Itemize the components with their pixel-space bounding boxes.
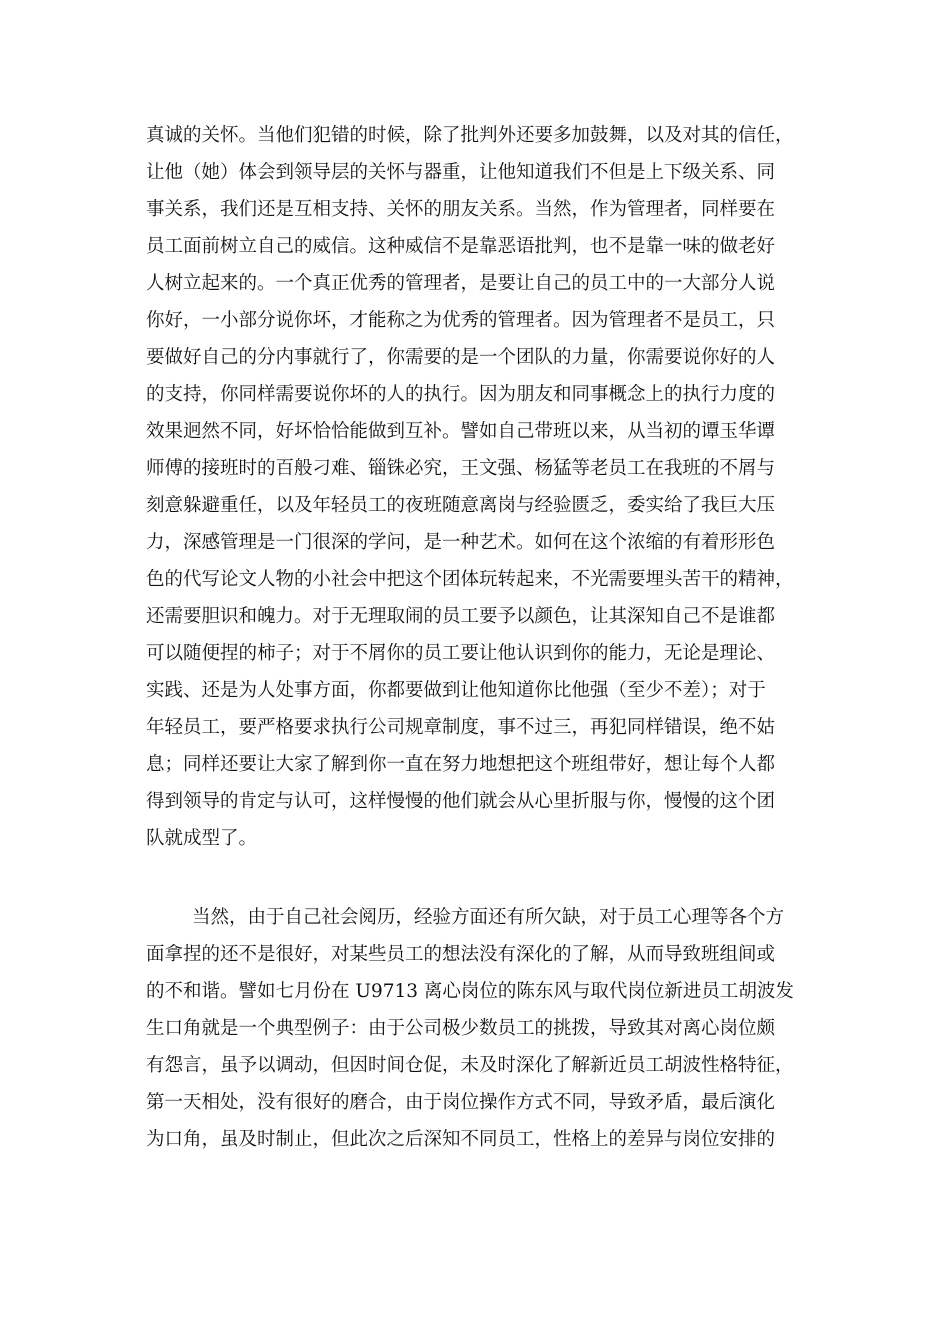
paragraph-line: 让他（她）体会到领导层的关怀与器重，让他知道我们不但是上下级关系、同 (146, 162, 776, 183)
paragraph-line: 面拿捏的还不是很好，对某些员工的想法没有深化的了解，从而导致班组间或 (146, 944, 776, 965)
paragraph-2 (146, 899, 806, 1158)
paragraph-line: 实践、还是为人处事方面，你都要做到让他知道你比他强（至少不差）；对于 (146, 680, 766, 701)
paragraph-line: 员工面前树立自己的威信。这种威信不是靠恶语批判，也不是靠一味的做老好 (146, 236, 776, 257)
paragraph-line: 有怨言，虽予以调动，但因时间仓促，未及时深化了解新近员工胡波性格特征， (146, 1055, 794, 1076)
paragraph-line: 当然，由于自己社会阅历，经验方面还有所欠缺，对于员工心理等各个方 (192, 907, 785, 928)
paragraph-line: 的不和谐。譬如七月份在 U9713 离心岗位的陈东风与取代岗位新进员工胡波发 (146, 981, 794, 1002)
paragraph-line: 要做好自己的分内事就行了，你需要的是一个团队的力量，你需要说你好的人 (146, 347, 776, 368)
paragraph-1 (146, 117, 806, 857)
paragraph-line: 真诚的关怀。当他们犯错的时候，除了批判外还要多加鼓舞，以及对其的信任， (146, 125, 794, 146)
paragraph-line: 色的代写论文人物的小社会中把这个团体玩转起来，不光需要埋头苦干的精神， (146, 569, 794, 590)
paragraph-line: 为口角，虽及时制止，但此次之后深知不同员工，性格上的差异与岗位安排的 (146, 1129, 776, 1150)
paragraph-line: 得到领导的肯定与认可，这样慢慢的他们就会从心里折服与你，慢慢的这个团 (146, 791, 776, 812)
paragraph-line: 你好，一小部分说你坏，才能称之为优秀的管理者。因为管理者不是员工，只 (146, 310, 776, 331)
paragraph-line: 队就成型了。 (146, 828, 258, 849)
paragraph-line: 人树立起来的。一个真正优秀的管理者，是要让自己的员工中的一大部分人说 (146, 273, 776, 294)
paragraph-line: 第一天相处，没有很好的磨合，由于岗位操作方式不同，导致矛盾，最后演化 (146, 1092, 776, 1113)
paragraph-line: 事关系，我们还是互相支持、关怀的朋友关系。当然，作为管理者，同样要在 (146, 199, 776, 220)
paragraph-line: 还需要胆识和魄力。对于无理取闹的员工要予以颜色，让其深知自己不是谁都 (146, 606, 776, 627)
paragraph-line: 力，深感管理是一门很深的学问，是一种艺术。如何在这个浓缩的有着形形色 (146, 532, 776, 553)
paragraph-line: 年轻员工，要严格要求执行公司规章制度，事不过三，再犯同样错误，绝不姑 (146, 717, 776, 738)
paragraph-line: 生口角就是一个典型例子：由于公司极少数员工的挑拨，导致其对离心岗位颇 (146, 1018, 776, 1039)
paragraph-line: 刻意躲避重任，以及年轻员工的夜班随意离岗与经验匮乏，委实给了我巨大压 (146, 495, 776, 516)
paragraph-line: 可以随便捏的柿子；对于不屑你的员工要让他认识到你的能力，无论是理论、 (146, 643, 776, 664)
paragraph-line: 息；同样还要让大家了解到你一直在努力地想把这个班组带好，想让每个人都 (146, 754, 776, 775)
paragraph-line: 的支持，你同样需要说你坏的人的执行。因为朋友和同事概念上的执行力度的 (146, 384, 776, 405)
paragraph-line: 效果迥然不同，好坏恰恰能做到互补。譬如自己带班以来，从当初的谭玉华谭 (146, 421, 776, 442)
paragraph-line: 师傅的接班时的百般刁难、锱铢必究，王文强、杨猛等老员工在我班的不屑与 (146, 458, 776, 479)
